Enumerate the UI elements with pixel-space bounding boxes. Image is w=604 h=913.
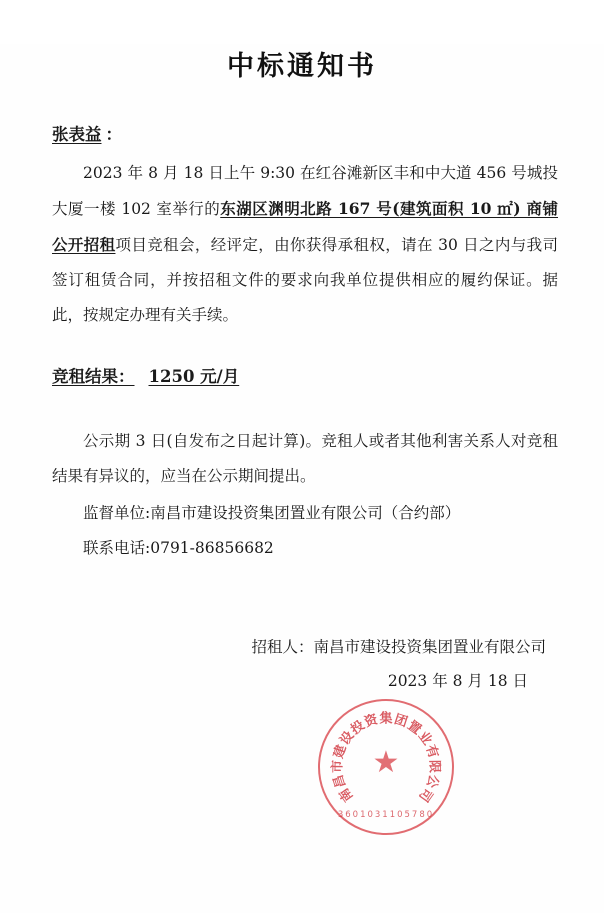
document-body [0, 117, 604, 566]
seal-ring-text: 南 昌 市 建 设 投 资 集 团 置 业 有 限 公 司 [330, 711, 442, 805]
signature-block [0, 630, 604, 698]
company-seal-icon [318, 699, 454, 835]
main-paragraph [52, 156, 558, 333]
seal-bottom-text: 3601031105780 [337, 810, 435, 820]
supervisor-line: 监督单位:南昌市建设投资集团置业有限公司（合约部） [83, 504, 461, 522]
bid-result-line [52, 359, 558, 394]
paragraph-highlight: 东湖区渊明北路 167 号(建筑面积 10 ㎡) 商铺公开招租 [52, 199, 558, 254]
recipient-name: 张表益 [52, 125, 102, 144]
bid-result-value: 1250 元/月 [148, 367, 240, 386]
salutation [52, 117, 558, 152]
paragraph-part-2: 项目竞租会，经评定，由你获得承租权，请在 30 日之内与我司签订租赁合同，并按招租文件的要求向我单位提供相应的履约保证。据此，按规定办理有关手续。 [52, 236, 558, 324]
contact-block [52, 496, 558, 566]
notice-block [52, 424, 558, 494]
page-title: 中标通知书 [227, 51, 377, 82]
paragraph-part-1: 2023 年 8 月 18 日上午 9:30 在红谷滩新区丰和中大道 456 号城投大厦一楼 102 室举行的 [52, 164, 558, 218]
document-page [0, 44, 604, 913]
salutation-colon: ： [105, 125, 122, 144]
phone-line: 联系电话:0791-86856682 [83, 539, 274, 557]
seal-outer-ring [318, 699, 454, 835]
notice-paragraph: 公示期 3 日(自发布之日起计算)。竞租人或者其他利害关系人对竞租结果有异议的，应当在公示期间提出。 [52, 432, 558, 485]
signer-line: 招租人：南昌市建设投资集团置业有限公司 [251, 638, 546, 656]
seal-star-icon: ★ [372, 744, 400, 780]
bid-result-label: 竞租结果： [52, 367, 135, 386]
sign-date-line: 2023 年 8 月 18 日 [387, 672, 528, 690]
